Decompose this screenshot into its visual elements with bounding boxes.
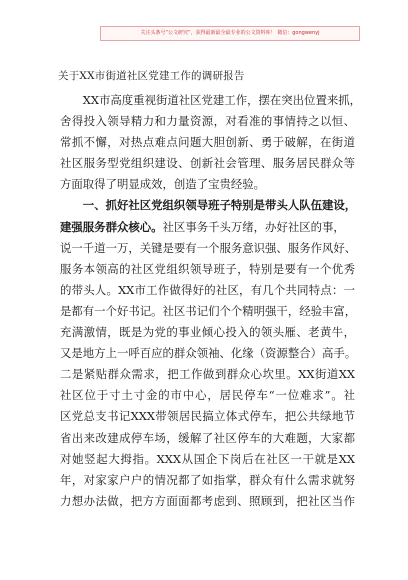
document-body: [60, 90, 362, 512]
text-line: XX市高度重视街道社区党建工作，摆在突出位置来抓，: [82, 93, 362, 107]
text-line: 对她竖起大拇指。XXX从国企下岗后在社区一干就是XX: [60, 451, 355, 466]
section-heading-tail: 建强服务群众核心。: [60, 219, 163, 234]
text-line: 是都有一个好书记。社区书记们个个精明强干，经验丰富，: [60, 303, 357, 318]
section-1-paragraph: [60, 195, 355, 511]
text-line: 区党总支书记XXX带领居民搞立体式停车，把公共绿地节: [60, 409, 355, 424]
section-heading-line-end: [60, 217, 355, 238]
text-line: 充满激情，既是为党的事业倾心投入的领头雁、老黄牛，: [60, 325, 355, 340]
text-segment: 社区事务千头万绪，办好社区的事，: [162, 219, 345, 234]
text-line: 说一千道一万，关键是要有一个服务意识强、服务作风好、: [60, 240, 357, 255]
text-line: 常抓不懈，对热点难点问题大胆创新、勇于破解，在街道: [60, 135, 355, 150]
text-line: 社区服务型党组织建设、创新社会管理、服务居民群众等: [60, 156, 355, 171]
document-title: 关于XX市街道社区党建工作的调研报告: [58, 70, 245, 82]
text-line: 方面取得了明显成效，创造了宝贵经验。: [60, 177, 266, 192]
source-banner: 关注头条号“公文研究”，获得最新最全最专业的公文资料库！ 微信：gongwenyj: [100, 26, 360, 41]
text-line: 力想办法做，把方方面面都考虑到、照顾到，把社区当作: [60, 493, 355, 508]
text-line: 社区位于寸土寸金的市中心，居民停车“一位难求”。社: [60, 388, 355, 403]
text-line: 二是紧贴群众需求，把工作做到群众心坎里。XX街道XX: [60, 367, 355, 382]
text-line: 省出来改建成停车场，缓解了社区停车的大难题，大家都: [60, 430, 355, 445]
text-line: 年，对家家户户的情况都了如指掌，群众有什么需求就努: [60, 472, 355, 487]
text-line: 舍得投入领导精力和力量资源，对看准的事情持之以恒、: [60, 114, 355, 129]
text-line: 又是地方上一呼百应的群众领袖、化缘（资源整合）高手。: [60, 346, 357, 361]
text-line: 服务本领高的社区党组织领导班子，特别是要有一个优秀: [60, 261, 355, 276]
intro-paragraph: [60, 90, 362, 195]
section-heading-line: 一、抓好社区党组织领导班子特别是带头人队伍建设，: [82, 198, 357, 213]
text-line: 的带头人。XX市工作做得好的社区，有几个共同特点：一: [60, 282, 355, 297]
